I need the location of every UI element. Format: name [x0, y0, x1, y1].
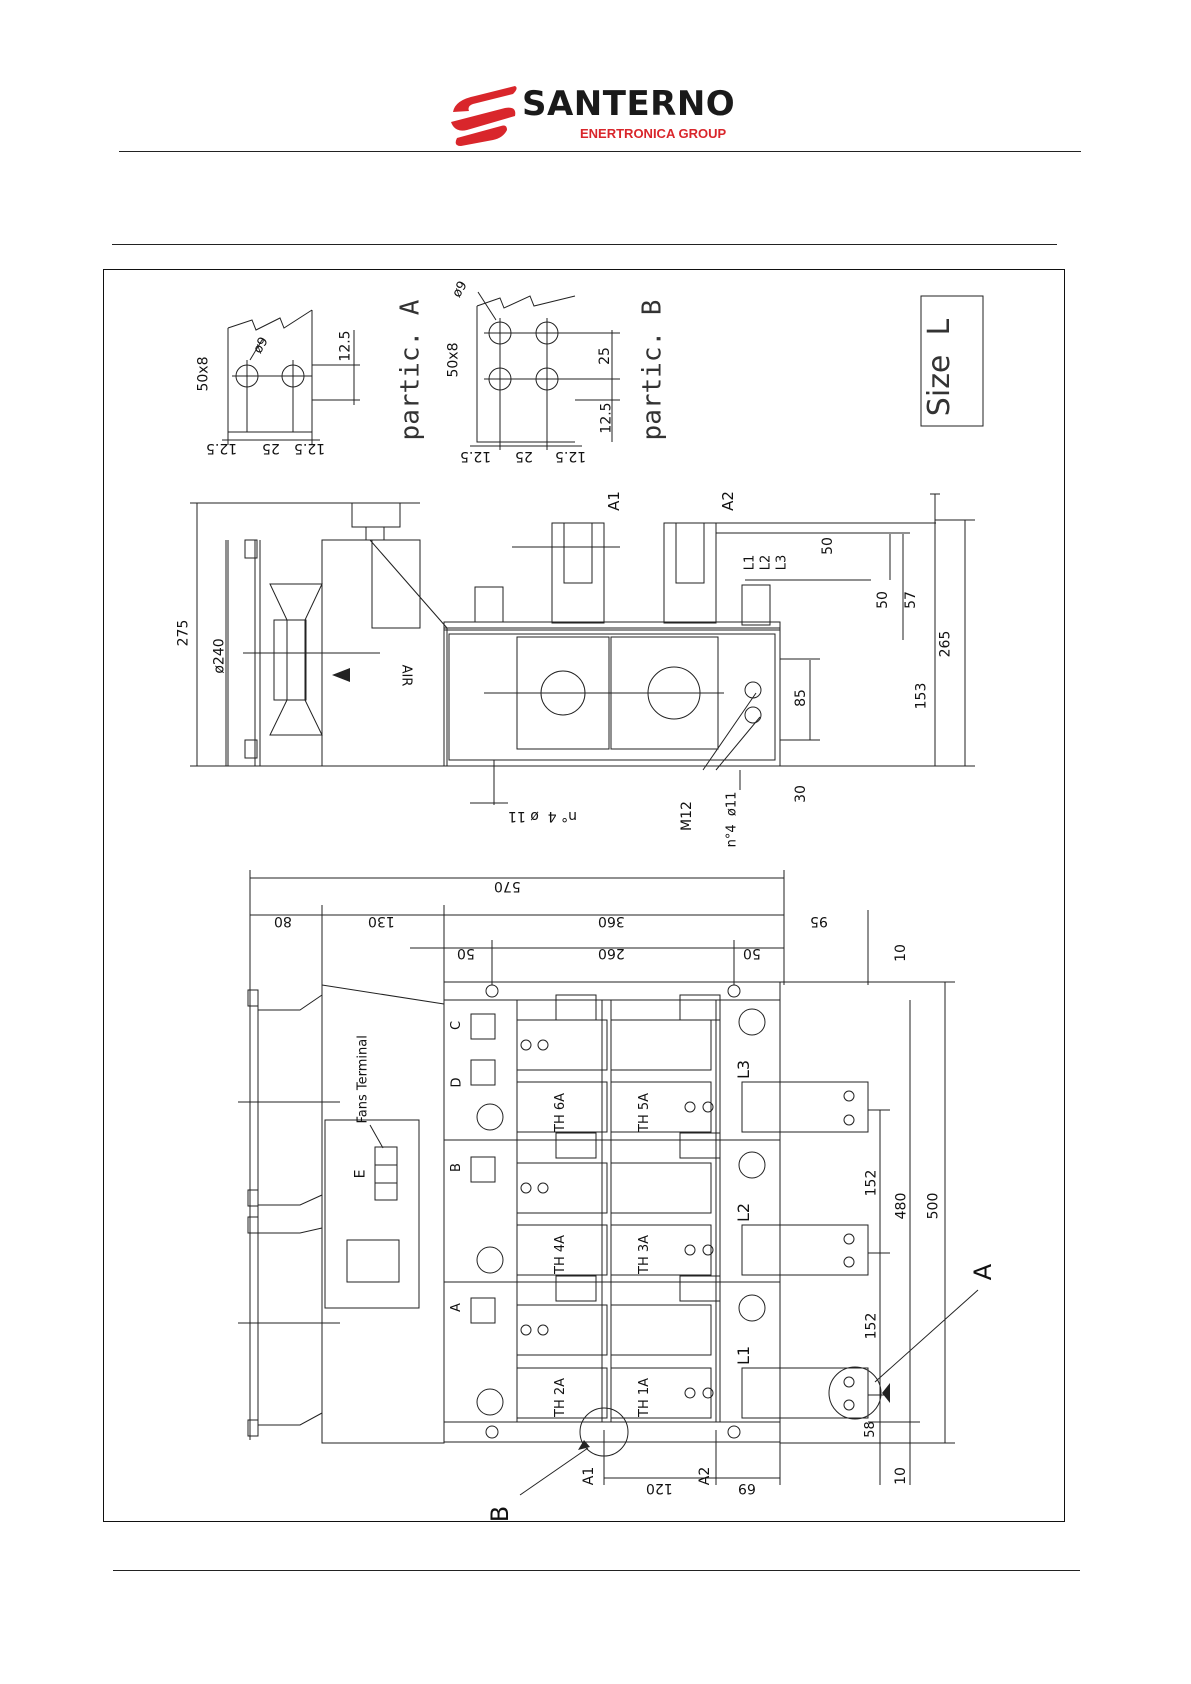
dim-153: 153	[913, 682, 930, 710]
dim-275: 275	[175, 619, 192, 647]
thyristor-2a: TH 2A	[553, 1377, 568, 1417]
phase-l2-label: L2	[734, 1202, 754, 1223]
thyristor-4a: TH 4A	[553, 1234, 568, 1274]
terminal-a1-side: A1	[604, 491, 623, 511]
size-label: Size L	[922, 318, 958, 417]
dim-360: 360	[598, 913, 625, 929]
dim-152-upper: 152	[863, 1169, 880, 1197]
dim-152-lower: 152	[863, 1312, 880, 1340]
terminal-l2-side: L2	[758, 554, 774, 571]
dim-95: 95	[810, 913, 828, 929]
brand-name: SANTERNO	[522, 84, 736, 124]
connector-b-label: B	[448, 1163, 464, 1172]
dim-50-top: 50	[819, 537, 836, 555]
thyristor-6a: TH 6A	[553, 1092, 568, 1132]
dim-260: 260	[598, 945, 625, 961]
air-flow-label: AIR	[398, 664, 414, 687]
dim-50-left: 50	[457, 945, 475, 961]
dim-120: 120	[646, 1480, 673, 1496]
detail-ref-a: A	[969, 1263, 998, 1281]
detail-b-hole-label: ø9	[449, 278, 471, 301]
terminal-a2-side: A2	[718, 491, 737, 511]
detail-b-bar-label: 50x8	[445, 342, 462, 378]
partic-a-label: partic. A	[395, 299, 426, 441]
terminal-a2-front: A2	[697, 1466, 714, 1486]
dim-265: 265	[937, 630, 954, 658]
dim-57: 57	[902, 591, 919, 609]
dim-10-top: 10	[892, 944, 909, 962]
dim-500: 500	[925, 1192, 942, 1220]
detail-a-edge-dim: 12.5	[337, 330, 354, 362]
detail-b-edge-dim: 25	[596, 347, 613, 365]
terminal-l3-side: L3	[774, 554, 790, 571]
dim-480: 480	[893, 1192, 910, 1220]
detail-b-edge2-dim: 12.5	[598, 402, 615, 434]
fuse-e-label: E	[352, 1169, 369, 1179]
dim-69: 69	[738, 1480, 756, 1496]
dim-80: 80	[274, 913, 292, 929]
dim-58: 58	[862, 1421, 878, 1438]
detail-b-dim-1: 12.5	[460, 448, 492, 464]
dim-570: 570	[494, 878, 521, 894]
thyristor-1a: TH 1A	[637, 1377, 652, 1417]
dim-50-mid: 50	[874, 591, 891, 609]
dim-30: 30	[792, 785, 809, 803]
phase-l3-label: L3	[734, 1059, 754, 1080]
detail-b-dim-3: 12.5	[555, 448, 587, 464]
connector-d-label: D	[449, 1077, 465, 1088]
detail-b-dim-2: 25	[515, 448, 533, 464]
partic-b-label: partic. B	[637, 299, 668, 441]
connector-a-label: A	[448, 1303, 464, 1312]
dim-85: 85	[792, 689, 809, 707]
base-holes-label: n° 4 ø 11	[508, 808, 577, 824]
brand-tagline: ENERTRONICA GROUP	[580, 126, 727, 141]
dim-130: 130	[368, 913, 395, 929]
thyristor-3a: TH 3A	[637, 1234, 652, 1274]
fans-terminal-label: Fans Terminal	[355, 1035, 371, 1124]
connector-c-label: C	[449, 1020, 465, 1031]
phase-l1-label: L1	[734, 1345, 754, 1366]
detail-a-hole-label: ø9	[250, 334, 272, 357]
detail-a-bar-label: 50x8	[195, 356, 212, 392]
side-holes-label: n°4 ø11	[724, 791, 740, 848]
detail-a-dim-1: 12.5	[206, 440, 238, 456]
dim-50-right: 50	[743, 945, 761, 961]
detail-a-dim-2: 25	[262, 440, 280, 456]
dim-10-bottom: 10	[892, 1467, 909, 1485]
detail-a-dim-3: 12.5	[294, 440, 326, 456]
terminal-l1-side: L1	[742, 554, 758, 571]
thyristor-5a: TH 5A	[637, 1092, 652, 1132]
terminal-a1-front: A1	[581, 1466, 598, 1486]
earth-m12-label: M12	[678, 801, 695, 831]
detail-ref-b: B	[486, 1505, 515, 1523]
dim-diameter-240: ø240	[211, 638, 228, 674]
